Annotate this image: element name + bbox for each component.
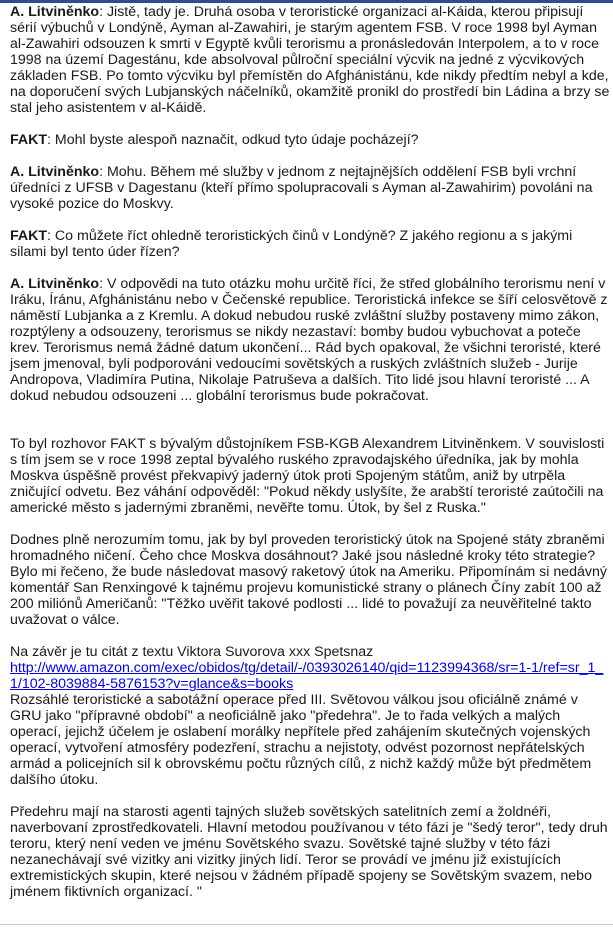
source-link-container: [10, 660, 610, 692]
bottom-divider: [0, 924, 613, 925]
interview-answer-3: [10, 276, 610, 404]
amazon-source-link[interactable]: http://www.amazon.com/exec/obidos/tg/detail/-/0393026140/qid=1123994368/sr=1-1/ref=sr_1_1/102-8039884-5876153?v=glance&s=books: [10, 660, 604, 692]
quote-paragraph-1: Rozsáhlé teroristické a sabotážní operace před III. Světovou válkou jsou oficiálně známé v GRU jako "přípravné období" a neoficiálně jako "předehra". Je to řada velkých a malých operací, jejichž účelem je oslabení morálky nepřítele před zahájením skutečných vojenských operací, vytvoření atmosféry podezření, strachu a nejistoty, odvést pozornost nepřátelských armád a policejních sil k obrovskému počtu různých cílů, z nichž každý může být předmětem dalšího útoku.: [10, 692, 592, 788]
quote-intro: Na závěr je tu citát z textu Viktora Suvorova xxx Spetsnaz: [10, 644, 374, 660]
interview-answer-2: [10, 164, 610, 212]
interview-answer-1: [10, 4, 610, 116]
interview-question-2: [10, 228, 610, 260]
speaker-label: A. Litviněnko: [10, 4, 100, 20]
commentary-paragraph-2: Dodnes plně nerozumím tomu, jak by byl proveden teroristický útok na Spojené státy zbraněmi hromadného ničení. Čeho chce Moskva dosáhnout? Jaké jsou následné kroky této strategie? Bylo mi řečeno, že bude následovat masový raketový útok na Ameriku. Připomínám si nedávný komentář San Renxingové k tajnému projevu komunistické strany o plánech Číny zabít 100 až 200 miliónů Američanů: "Těžko uvěřit takové podlosti ... lidé to považují za neuvěřitelné takto uvažovat o válce.: [10, 532, 607, 628]
answer-text: : V odpovědi na tuto otázku mohu určitě říci, že střed globálního terorismu není v Iráku, Íránu, Afghánistánu nebo v Čečenské republice. Teroristická infekce se šíří celosvětově z náměstí Lubjanka a z Kremlu. A dokud nebudou ruské zvláštní služby postaveny mimo zákon, rozptýleny a odsouzeny, terorismus se nikdy nezastaví: bomby budou vybuchovat a poteče krev. Terorismus nemá žádné datum ukončení... Rád bych opakoval, že všichni teroristé, které jsem jmenoval, byli podporováni vedoucími sovětských a ruských zvláštních služeb - Jurije Andropova, Vladimíra Putina, Nikolaje Patruševa a dalších. Tito lidé jsou hlavní teroristé ... A dokud nebudou odsouzeni ... globální terorismus bude pokračovat.: [10, 276, 608, 404]
article-body: [10, 4, 610, 916]
answer-text: : Jistě, tady je. Druhá osoba v teroristické organizaci al-Káida, kterou připisují sérií výbuchů v Londýně, Ayman al-Zawahiri, je starým agentem FSB. V roce 1998 byl Ayman al-Zawahiri odsouzen k smrti v Egyptě kvůli terorismu a pronásledován Interpolem, a to v roce 1998 na území Dagestánu, kde absolvoval půlroční speciální výcvik na jedné z výcvikových základen FSB. Po tomto výcviku byl přemístěn do Afghánistánu, kde nikdy předtím nebyl a kde, na doporučení svých Lubjanských náčelníků, okamžitě pronikl do prostředí bin Ládina a brzy se stal jeho asistentem v al-Káidě.: [10, 4, 610, 116]
speaker-label: FAKT: [10, 228, 48, 244]
speaker-label: A. Litviněnko: [10, 164, 100, 180]
top-accent-bar: [0, 0, 613, 3]
answer-text: : Mohu. Během mé služby v jednom z nejtajnějších oddělení FSB byli vrchní úředníci z UFSB v Dagestanu (kteří přímo spolupracovali s Ayman al-Zawahirim) povoláni na vysoké pozice do Moskvy.: [10, 164, 593, 212]
quote-paragraph-2: Předehru mají na starosti agenti tajných služeb sovětských satelitních zemí a žoldnéři, naverbovaní zprostředkovateli. Hlavní metodou používanou v této fázi je "šedý teror", tedy druh teroru, který není veden ve jménu Sovětského svazu. Sovětské tajné služby v této fázi nezanechávají své vizitky ani vizitky jiných lidí. Teror se provádí ve jménu již existujících extremistických skupin, které nejsou v žádném případě spojeny se Sovětským svazem, nebo jménem fiktivních organizací. ": [10, 804, 608, 900]
interview-question-1: [10, 132, 610, 148]
question-text: : Mohl byste alespoň naznačit, odkud tyto údaje pocházejí?: [47, 132, 419, 148]
question-text: : Co můžete říct ohledně teroristických činů v Londýně? Z jakého regionu a s jakými silami byl tento úder řízen?: [10, 228, 573, 260]
commentary-paragraph-1: To byl rozhovor FAKT s bývalým důstojníkem FSB-KGB Alexandrem Litviněnkem. V souvislosti s tím jsem se v roce 1998 zeptal bývalého ruského zpravodajského úředníka, jak by mohla Moskva úspěšně provést překvapivý jaderný útok proti Spojeným státům, aniž by utrpěla zničující odvetu. Bez váhání odpověděl: "Pokud někdy uslyšíte, že arabští teroristé zaútočili na americké město s jadernými zbraněmi, nevěřte tomu. Útok, by šel z Ruska.": [10, 436, 605, 516]
speaker-label: FAKT: [10, 132, 48, 148]
speaker-label: A. Litviněnko: [10, 276, 100, 292]
